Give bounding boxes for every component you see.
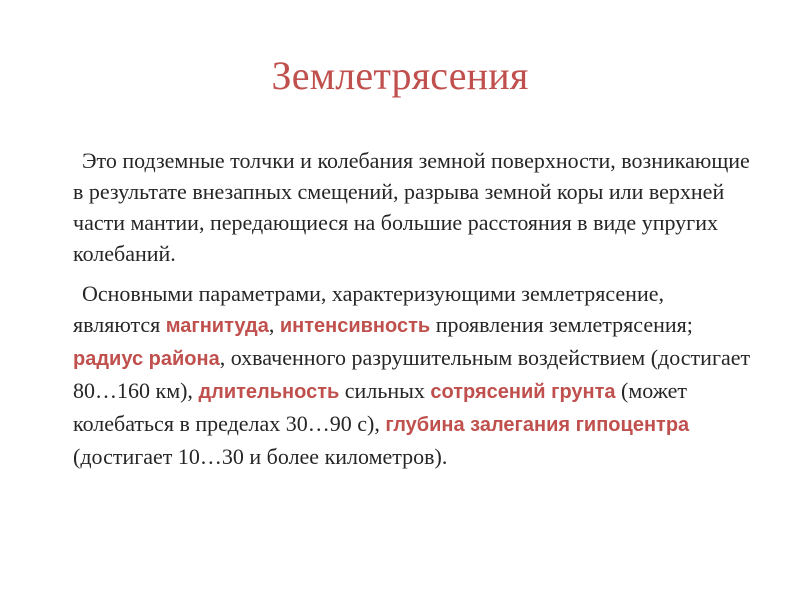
highlight-radius: радиус района [73, 348, 220, 370]
parameters-text: Основными параметрами, характеризующими землетрясение, являются [73, 281, 664, 337]
slide-title: Землетрясения [271, 53, 529, 98]
parameters-text: сильных [339, 378, 431, 403]
definition-paragraph [73, 145, 753, 269]
slide-body [73, 145, 753, 472]
parameters-text: (может колебаться в пределах 30…90 с), [73, 378, 688, 436]
highlight-duration: длительность [198, 381, 340, 403]
parameters-text: проявления землетрясения; [430, 312, 693, 337]
highlight-hypocenter-depth: глубина залегания гипоцентра [385, 414, 690, 436]
parameters-text: , [268, 312, 280, 337]
highlight-ground-shaking: сотрясений грунта [430, 381, 616, 403]
parameters-paragraph [73, 278, 753, 472]
definition-text: Это подземные толчки и колебания земной поверхности, возникающие в результате внезапных смещений, разрыва земной коры или верхней части мантии, передающиеся на большие расстояния в виде упругих колебаний. [73, 148, 750, 266]
highlight-magnitude: магнитуда [165, 315, 269, 337]
parameters-text: (достигает 10…30 и более километров). [73, 444, 448, 469]
highlight-intensity: интенсивность [279, 315, 431, 337]
parameters-text: , охваченного разрушительным воздействием (достигает 80…160 км), [73, 345, 751, 403]
